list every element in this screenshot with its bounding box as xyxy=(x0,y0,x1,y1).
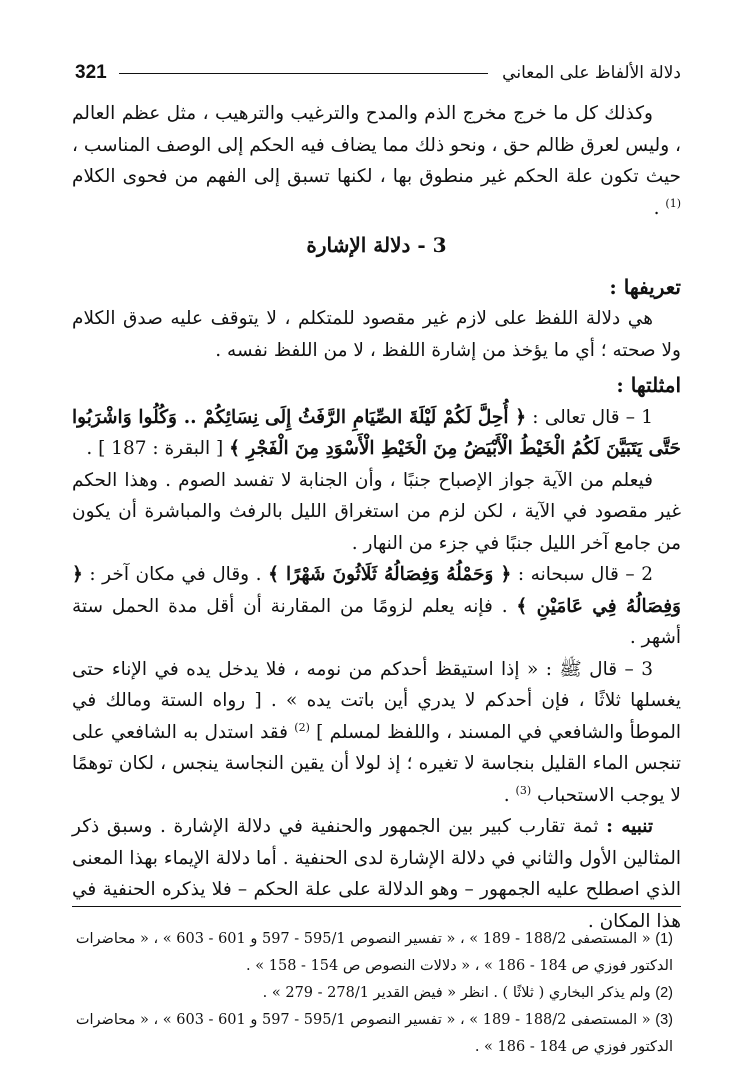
example-3-text-a: 3 – قال ﷺ : « إذا استيقظ أحدكم من نومه ، فلا يدخل يده في الإناء حتى يغسلها ثلاثًا ، فإن أحدكم لا يدري أين باتت يده » . [ رواه الستة ومالك في الموطأ والشافعي في المسند ، واللفظ لمسلم ] xyxy=(72,658,681,743)
footnote-3-number: (3) xyxy=(655,1012,673,1028)
footnote-ref-1: (1) xyxy=(665,196,681,210)
running-title: دلالة الألفاظ على المعاني xyxy=(502,63,681,83)
footnote-ref-2: (2) xyxy=(294,720,310,734)
example-1-explanation: فيعلم من الآية جواز الإصباح جنبًا ، وأن الجنابة لا تفسد الصوم . وهذا الحكم غير مقصود في الآية ، لكن لزم من استغراق الليل بالرفث والمباشرة أن يكون من جامع آخر الليل جنبًا في جزء من النهار . xyxy=(72,469,681,554)
footnote-1-text: « المستصفى 188/2 - 189 » ، « تفسير النصوص 595/1 - 597 و 601 - 603 » ، « محاضرات الدكتور فوزي ص 184 - 186 » ، « دلالات النصوص ص 154 - 158 » . xyxy=(75,931,673,974)
example-2-verse-1: ﴿ وَحَمْلُهُ وَفِصَالُهُ ثَلَاثُونَ شَهْرًا ﴾ xyxy=(268,564,512,585)
note-paragraph xyxy=(72,811,681,937)
footnote-1-number: (1) xyxy=(655,931,673,947)
example-1-verse: ﴿ أُحِلَّ لَكُمْ لَيْلَةَ الصِّيَامِ الرَّفَثُ إِلَى نِسَائِكُمْ .. وَكُلُوا وَاشْرَبُوا حَتَّى يَتَبَيَّنَ لَكُمُ الْخَيْطُ الْأَبْيَضُ مِنَ الْخَيْطِ الْأَسْوَدِ مِنَ الْفَجْرِ ﴾ xyxy=(72,406,681,459)
footnote-ref-3: (3) xyxy=(515,783,532,797)
note-label: تنبيه : xyxy=(606,816,654,837)
example-2-end: . فإنه يعلم لزومًا من المقارنة أن أقل مدة الحمل ستة أشهر . xyxy=(72,595,681,648)
section-heading: 3 - دلالة الإشارة xyxy=(306,233,447,257)
footnote-2-text: ولم يذكر البخاري ( ثلاثًا ) . انظر « فيض القدير 278/1 - 279 » . xyxy=(262,985,651,1001)
example-2-intro: 2 – قال سبحانه : xyxy=(511,564,653,585)
example-3-end: . xyxy=(503,784,510,806)
page-number: 321 xyxy=(75,62,107,83)
footnotes xyxy=(72,926,673,1061)
examples-heading: امثلتها : xyxy=(616,373,681,397)
definition-text: هي دلالة اللفظ على لازم غير مقصود للمتكلم ، لا يتوقف عليه صدق الكلام ولا صحته ؛ أي ما يؤخذ من إشارة اللفظ ، لا من اللفظ نفسه . xyxy=(72,308,681,361)
paragraph-intro xyxy=(72,98,681,224)
example-3-text-b: فقد استدل به الشافعي على تنجس الماء القليل بنجاسة لا تغيره ؛ إذ لولا أن يقين النجاسة ينجس ، لكان توهمًا لا يوجب الاستحباب xyxy=(72,721,681,806)
example-3 xyxy=(72,654,681,812)
example-2-verse-2: ﴿ وَفِصَالُهُ فِي عَامَيْنِ ﴾ xyxy=(72,564,681,617)
example-1-intro: 1 – قال تعالى : xyxy=(526,406,654,428)
example-2-mid: . وقال في مكان آخر : xyxy=(82,564,262,585)
footnote-3 xyxy=(72,1007,673,1061)
paragraph-intro-text: وكذلك كل ما خرج مخرج الذم والمدح والترغيب والترهيب ، مثل عظم العالم ، وليس لعرق ظالم حق ، ونحو ذلك مما يضاف فيه الحكم إلى الوصف المناسب ، حيث تكون علة الحكم غير منطوق بها ، لكنها تسبق إلى الفهم من فحوى الكلام xyxy=(72,103,681,187)
footnote-separator xyxy=(72,906,681,907)
main-text xyxy=(72,98,681,937)
example-1-reference: [ البقرة : 187 ] . xyxy=(86,438,224,459)
example-1 xyxy=(72,402,681,465)
page-header xyxy=(75,58,681,88)
header-rule xyxy=(119,73,488,74)
footnote-2 xyxy=(72,980,673,1007)
example-2 xyxy=(72,559,681,654)
paragraph-intro-end: . xyxy=(653,197,660,219)
footnote-3-text: « المستصفى 188/2 - 189 » ، « تفسير النصوص 595/1 - 597 و 601 - 603 » ، « محاضرات الدكتور فوزي ص 184 - 186 » . xyxy=(75,1012,673,1055)
note-text: ثمة تقارب كبير بين الجمهور والحنفية في دلالة الإشارة . وسبق ذكر المثالين الأول والثاني في دلالة الإشارة لدى الحنفية . أما دلالة الإيماء بهذا المعنى الذي اصطلح عليه الجمهور – وهو الدلالة على علة الحكم – فلا يذكره الحنفية في هذا المكان . xyxy=(72,816,681,932)
footnote-1 xyxy=(72,926,673,980)
definition-heading: تعريفها : xyxy=(609,274,681,299)
footnote-2-number: (2) xyxy=(655,985,673,1001)
